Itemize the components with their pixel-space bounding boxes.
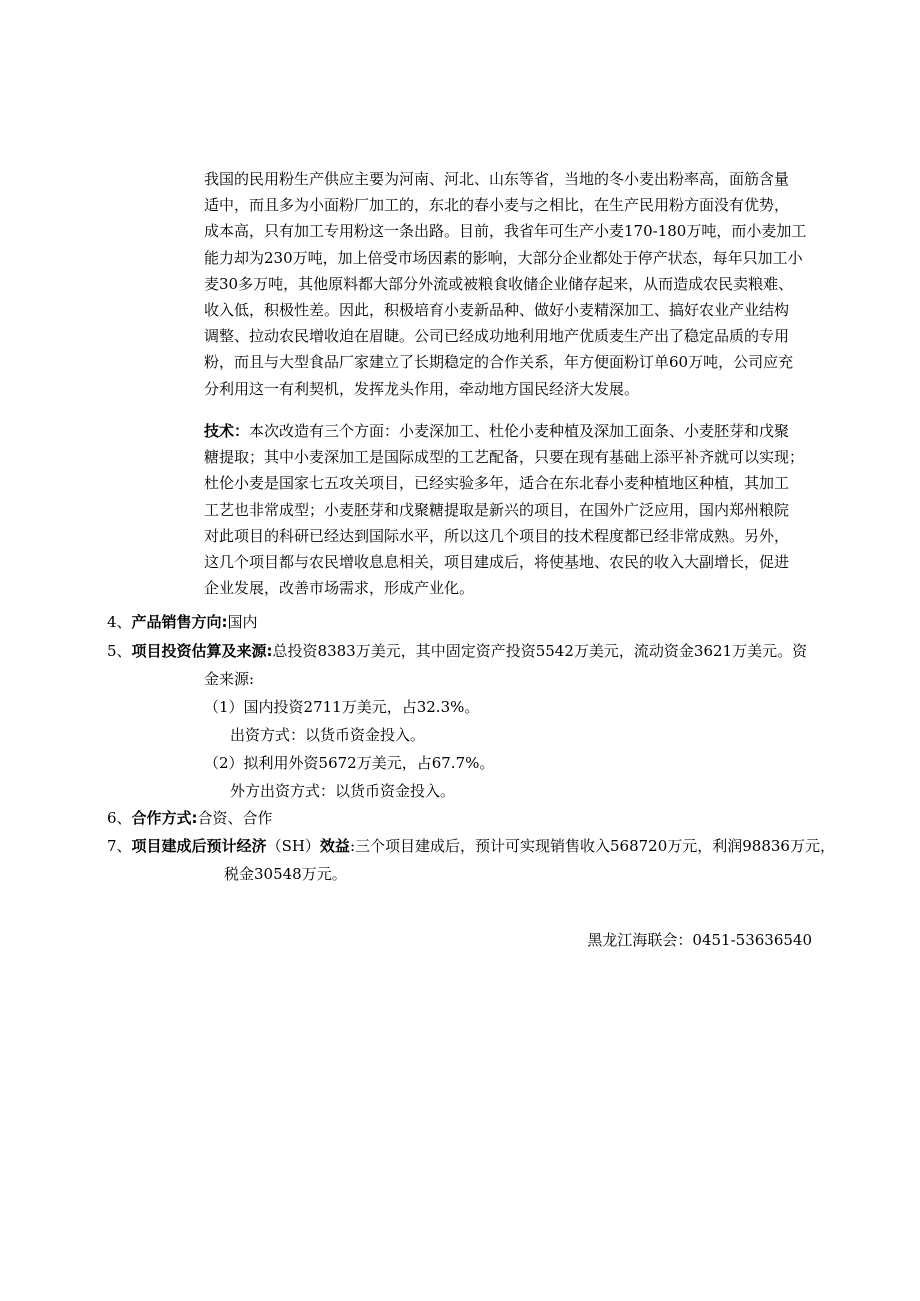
text-line: 麦30多万吨，其他原料都大部分外流或被粮食收储企业储存起来，从而造成农民卖粮难、 xyxy=(204,274,794,293)
paragraph-market xyxy=(204,166,816,402)
text-line: 粉，而且与大型食品厂家建立了长期稳定的合作关系，年方便面粉订单60万吨，公司应充 xyxy=(204,353,794,372)
section-4-sales-direction: 4、产品销售方向:国内 xyxy=(107,613,258,631)
section-5-label: 项目投资估算及来源: xyxy=(131,642,273,660)
text-line: 技术：本次改造有三个方面：小麦深加工、杜伦小麦种植及深加工面条、小麦胚芽和戊聚 xyxy=(204,422,790,440)
investment-item-domestic-method: 出资方式：以货币资金投入。 xyxy=(230,726,426,744)
text-line: 工艺也非常成型；小麦胚芽和戊聚糖提取是新兴的项目，在国外广泛应用，国内郑州粮院 xyxy=(204,500,790,519)
section-7-label: 项目建成后预计经济 xyxy=(131,837,267,855)
text-line: 分利用这一有利契机，发挥龙头作用，牵动地方国民经济大发展。 xyxy=(204,379,640,398)
section-5-continuation: 金来源: xyxy=(204,670,255,688)
text-line: 我国的民用粉生产供应主要为河南、河北、山东等省，当地的冬小麦出粉率高，面筋含量 xyxy=(204,170,790,188)
paragraph-technology xyxy=(204,418,816,601)
text-line: 适中，而且多为小面粉厂加工的，东北的春小麦与之相比，在生产民用粉方面没有优势， xyxy=(204,196,790,215)
text-line: 杜伦小麦是国家七五攻关项目，已经实验多年，适合在东北春小麦种植地区种植，其加工 xyxy=(204,474,790,493)
investment-item-domestic: （1）国内投资2711万美元，占32.3%。 xyxy=(204,698,480,716)
section-6-label: 合作方式: xyxy=(131,809,198,827)
technology-label: 技术： xyxy=(204,422,250,440)
text-line: 糖提取；其中小麦深加工是国际成型的工艺配备，只要在现有基础上添平补齐就可以实现； xyxy=(204,448,805,467)
text-line: 收入低，积极性差。因此，积极培育小麦新品种、做好小麦精深加工、搞好农业产业结构 xyxy=(204,301,790,320)
text-line: 对此项目的科研已经达到国际水平，所以这几个项目的技术程度都已经非常成熟。另外， xyxy=(204,526,790,545)
section-7-continuation: 税金30548万元。 xyxy=(224,865,347,883)
section-5-investment: 5、项目投资估算及来源:总投资8383万美元，其中固定资产投资5542万美元，流动资金3621万美元。资 xyxy=(107,642,808,660)
text-line: 企业发展，改善市场需求，形成产业化。 xyxy=(204,579,475,598)
section-4-label: 产品销售方向: xyxy=(131,613,228,631)
section-6-cooperation: 6、合作方式:合资、合作 xyxy=(107,809,273,827)
text-line: 成本高，只有加工专用粉这一条出路。目前，我省年可生产小麦170-180万吨，而小麦加工 xyxy=(204,222,807,241)
contact-info: 黑龙江海联会：0451-53636540 xyxy=(587,931,812,949)
text-line: 这几个项目都与农民增收息息相关，项目建成后，将使基地、农民的收入大副增长，促进 xyxy=(204,553,790,572)
investment-item-foreign-method: 外方出资方式：以货币资金投入。 xyxy=(230,782,456,800)
section-7-benefits: 7、项目建成后预计经济（SH）效益:三个项目建成后，预计可实现销售收入568720万元，利润98836万元， xyxy=(107,837,835,855)
investment-item-foreign: （2）拟利用外资5672万美元，占67.7%。 xyxy=(204,754,495,772)
text-line: 调整、拉动农民增收迫在眉睫。公司已经成功地利用地产优质麦生产出了稳定品质的专用 xyxy=(204,327,790,346)
text-line: 能力却为230万吨，加上倍受市场因素的影响，大部分企业都处于停产状态，每年只加工小 xyxy=(204,248,803,267)
